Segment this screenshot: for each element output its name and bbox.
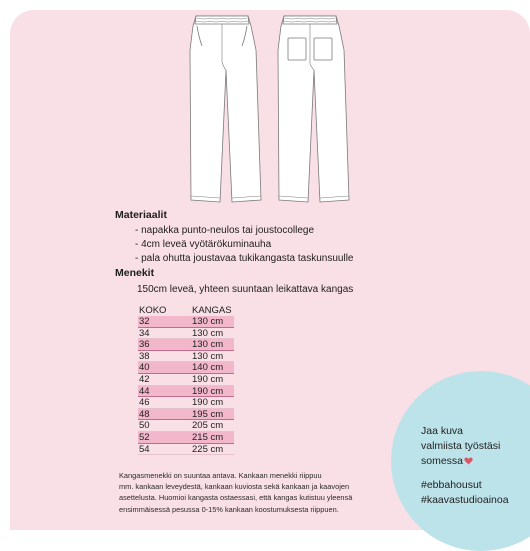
- table-row: [138, 420, 234, 432]
- size-cell: 42: [139, 373, 150, 385]
- share-text-line: Jaa kuva: [421, 425, 464, 437]
- fabric-cell: 130 cm: [192, 316, 224, 327]
- size-cell: 52: [139, 431, 150, 443]
- heart-icon: [464, 456, 473, 464]
- share-text-line-with-heart: [421, 455, 473, 467]
- fabric-cell: 130 cm: [192, 327, 224, 339]
- table-row: [138, 339, 234, 351]
- fabric-width-text: 150cm leveä, yhteen suuntaan leikattava kangas: [137, 284, 354, 295]
- pants-front-view: [190, 16, 261, 202]
- size-cell: 34: [139, 327, 150, 339]
- table-row: [138, 444, 234, 456]
- fabric-cell: 195 cm: [192, 408, 224, 420]
- share-text-line: valmiista työstäsi: [421, 440, 501, 452]
- fabric-cell: 190 cm: [192, 373, 224, 385]
- table-row: [138, 374, 234, 386]
- fabric-cell: 190 cm: [192, 385, 224, 397]
- consumption-note: [119, 470, 409, 515]
- fabric-consumption-table: [138, 305, 234, 455]
- materials-item: - napakka punto-neulos tai joustocollege: [135, 225, 315, 236]
- size-cell: 32: [139, 316, 150, 327]
- table-row: [138, 397, 234, 409]
- size-cell: 46: [139, 397, 150, 409]
- table-row: [138, 409, 234, 421]
- note-line: mm. kankaan leveydestä, kankaan kuviosta sekä kankaan ja kaavojen: [119, 482, 350, 492]
- table-row: [138, 316, 234, 328]
- fabric-cell: 225 cm: [192, 443, 224, 455]
- hashtag-kaavastudioainoa: #kaavastudioainoa: [421, 494, 509, 506]
- fabric-cell: 130 cm: [192, 350, 224, 362]
- note-line: ensimmäisessä pesussa 0-15% kankaan koostumuksesta riippuen.: [119, 504, 339, 514]
- table-row: [138, 362, 234, 374]
- size-cell: 38: [139, 350, 150, 362]
- table-row: [138, 432, 234, 444]
- note-line: asettelusta. Huomioi kangasta ostaessasi, että kangas kutistuu yleensä: [119, 493, 353, 503]
- pants-drawing: [150, 10, 380, 206]
- fabric-cell: 205 cm: [192, 420, 224, 432]
- table-row: [138, 386, 234, 398]
- pants-back-view: [278, 16, 349, 202]
- hashtag-ebbahousut: #ebbahousut: [421, 479, 482, 491]
- size-cell: 44: [139, 385, 150, 397]
- materials-heading: Materiaalit: [115, 209, 167, 221]
- size-column-header: KOKO: [139, 305, 167, 316]
- share-text-line: somessa: [421, 455, 464, 467]
- size-cell: 36: [139, 339, 150, 351]
- pants-illustration: [150, 10, 380, 206]
- table-row: [138, 351, 234, 363]
- materials-item: - pala ohutta joustavaa tukikangasta taskunsuulle: [135, 253, 354, 264]
- fabric-cell: 140 cm: [192, 362, 224, 374]
- note-line: Kangasmenekki on suuntaa antava. Kankaan menekki riippuu: [119, 471, 322, 480]
- consumption-heading: Menekit: [115, 267, 155, 279]
- fabric-cell: 130 cm: [192, 339, 224, 351]
- fabric-cell: 215 cm: [192, 431, 224, 443]
- size-cell: 54: [139, 443, 150, 455]
- fabric-column-header: KANGAS: [192, 305, 232, 316]
- table-row: [138, 328, 234, 340]
- size-cell: 40: [139, 362, 150, 374]
- size-cell: 50: [139, 420, 150, 432]
- size-cell: 48: [139, 408, 150, 420]
- table-header: [138, 305, 234, 316]
- materials-item: - 4cm leveä vyötärökuminauha: [135, 239, 272, 250]
- fabric-cell: 190 cm: [192, 397, 224, 409]
